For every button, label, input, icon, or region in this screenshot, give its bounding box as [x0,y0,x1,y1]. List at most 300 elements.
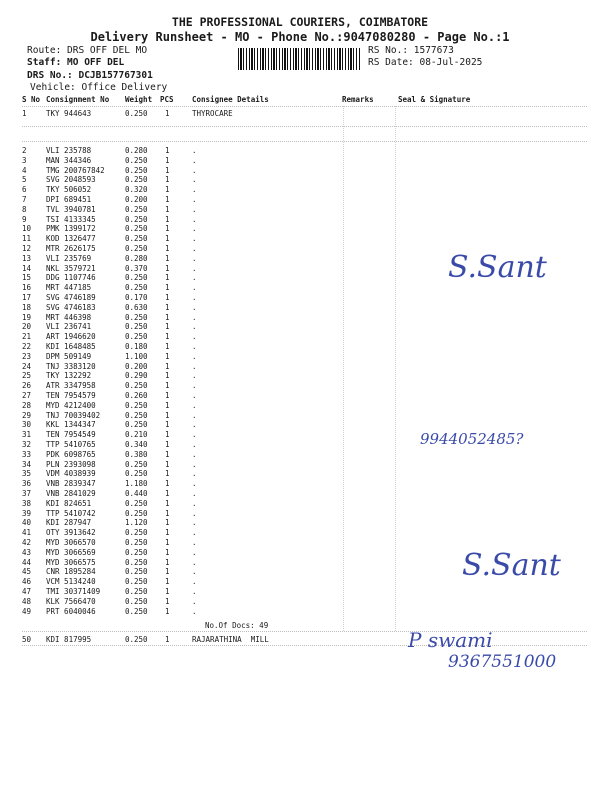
row-rule [22,141,587,142]
row-consignee: . [192,410,197,420]
row-consignment-no: ART 1946620 [46,332,96,342]
row-consignee: . [192,175,197,185]
row-weight: 0.250 [125,606,148,616]
row-consignment-no: TMG 200767842 [46,165,105,175]
row-sno: 9 [22,214,27,224]
row-pcs: 1 [165,322,170,332]
row-sno: 13 [22,253,32,263]
row-consignee: . [192,508,197,518]
row-weight: 0.250 [125,498,148,508]
row-weight: 0.250 [125,538,148,547]
route-label: Route: DRS OFF DEL MO [27,45,148,56]
row-consignment-no: DPI 689451 [46,195,92,204]
row-weight: 0.260 [125,391,148,400]
header-rule [22,106,587,107]
row-consignee: . [192,273,197,283]
table-row [0,587,600,597]
row-pcs: 1 [165,547,170,557]
row-pcs: 1 [165,489,170,498]
row-pcs: 1 [165,165,170,175]
row-consignment-no: MYD 3066569 [46,547,96,557]
col-header-consignee: Consignee Details [192,95,269,104]
row-consignment-no: KDI 1648485 [46,342,96,351]
row-consignment-no: VLI 235769 [46,253,92,263]
row-consignee: . [192,244,197,253]
row-sno: 41 [22,528,32,538]
row-consignment-no: VNB 2841029 [46,489,96,498]
row-consignment-no: TVL 3940781 [46,204,96,214]
row-consignment-no: TKY 506052 [46,185,92,195]
row-consignee: . [192,371,197,381]
row-consignee: . [192,185,197,195]
row-consignment-no: KLK 7566470 [46,596,96,606]
row-pcs: 1 [165,234,170,244]
row-consignee: . [192,322,197,332]
row-consignment-no: TKY 944643 [46,109,92,118]
row-sno: 39 [22,508,32,518]
row-consignee: . [192,567,197,577]
row-weight: 0.380 [125,449,148,459]
row-pcs: 1 [165,351,170,361]
row-weight: 0.250 [125,635,148,644]
row-sno: 28 [22,400,32,410]
row-weight: 0.210 [125,430,148,440]
rs-number: RS No.: 1577673 [368,45,454,56]
table-row [0,391,600,401]
table-row [0,195,600,205]
row-pcs: 1 [165,400,170,410]
row-sno: 36 [22,479,32,489]
row-consignee: . [192,214,197,224]
row-weight: 0.250 [125,234,148,244]
row-sno: 24 [22,361,32,371]
row-sno: 31 [22,430,32,440]
row-pcs: 1 [165,635,170,644]
runsheet-subtitle: Delivery Runsheet - MO - Phone No.:9047080280 - Page No.:1 [90,30,510,44]
row-consignment-no: MRT 447185 [46,283,92,293]
row-consignee: THYROCARE [192,109,233,118]
row-consignment-no: MYD 4212400 [46,400,96,410]
handwritten-receiver-phone: 9367551000 [448,652,557,672]
table-row [0,215,600,225]
row-consignment-no: SVG 2048593 [46,175,96,185]
row-pcs: 1 [165,302,170,312]
row-pcs: 1 [165,312,170,322]
row-weight: 0.250 [125,155,148,165]
row-consignee: . [192,253,197,263]
row-sno: 37 [22,489,32,498]
table-row [0,342,600,352]
docs-count: No.Of Docs: 49 [205,621,269,630]
row-weight: 0.250 [125,165,148,175]
row-pcs: 1 [165,342,170,351]
row-sno: 33 [22,449,32,459]
col-header-seal: Seal & Signature [398,95,471,104]
row-consignee: . [192,469,197,479]
row-consignment-no: VNB 2839347 [46,479,96,489]
row-sno: 21 [22,332,32,342]
row-consignment-no: VCM 5134240 [46,577,96,587]
row-weight: 0.250 [125,273,148,283]
row-sno: 10 [22,224,32,234]
row-consignee: RAJARATHINA MILL [192,635,269,644]
row-sno: 17 [22,293,32,302]
row-weight: 0.250 [125,587,148,596]
row-sno: 48 [22,596,32,606]
row-pcs: 1 [165,469,170,479]
row-sno: 27 [22,391,32,400]
row-consignment-no: TTP 5410742 [46,508,96,518]
row-consignment-no: TEN 7954579 [46,391,96,400]
row-consignment-no: KKL 1344347 [46,420,96,430]
row-weight: 0.180 [125,342,148,351]
row-sno: 5 [22,175,27,185]
row-sno: 1 [22,109,27,118]
row-weight: 0.250 [125,577,148,587]
row-pcs: 1 [165,430,170,440]
row-weight: 0.250 [125,283,148,293]
row-consignee: . [192,146,197,155]
row-sno: 30 [22,420,32,430]
row-pcs: 1 [165,606,170,616]
row-consignee: . [192,596,197,606]
row-consignee: . [192,234,197,244]
row-pcs: 1 [165,195,170,204]
row-weight: 0.250 [125,469,148,479]
row-pcs: 1 [165,528,170,538]
row-consignee: . [192,547,197,557]
row-pcs: 1 [165,596,170,606]
table-row [0,322,600,332]
row-weight: 1.180 [125,479,148,489]
row-consignment-no: MTR 2626175 [46,244,96,253]
drs-number: DRS No.: DCJB157767301 [27,70,153,81]
row-pcs: 1 [165,109,170,118]
row-pcs: 1 [165,293,170,302]
row-consignment-no: MYD 3066570 [46,538,96,547]
row-consignment-no: KOD 1326477 [46,234,96,244]
row-consignee: . [192,312,197,322]
row-weight: 0.630 [125,302,148,312]
row-consignee: . [192,332,197,342]
row-weight: 0.250 [125,508,148,518]
row-consignment-no: DPM 509149 [46,351,92,361]
table-row [0,109,600,119]
row-rule [22,126,587,127]
row-weight: 0.250 [125,109,148,118]
table-row [0,635,600,645]
row-consignee: . [192,587,197,596]
row-consignee: . [192,538,197,547]
row-sno: 42 [22,538,32,547]
row-consignment-no: KDI 287947 [46,518,92,528]
table-row [0,460,600,470]
row-pcs: 1 [165,283,170,293]
group-end-rule [22,631,587,632]
row-consignment-no: KDI 817995 [46,635,92,644]
table-row [0,362,600,372]
row-consignee: . [192,577,197,587]
last-row-rule [22,645,587,646]
table-row [0,224,600,234]
row-pcs: 1 [165,410,170,420]
row-pcs: 1 [165,371,170,381]
row-sno: 38 [22,498,32,508]
row-sno: 40 [22,518,32,528]
row-sno: 16 [22,283,32,293]
row-consignment-no: VDM 4038939 [46,469,96,479]
row-consignee: . [192,391,197,400]
row-sno: 46 [22,577,32,587]
row-weight: 0.290 [125,371,148,381]
row-pcs: 1 [165,253,170,263]
row-consignee: . [192,381,197,391]
row-sno: 32 [22,440,32,449]
staff-label: Staff: MO OFF DEL [27,57,125,68]
table-row [0,450,600,460]
row-weight: 0.250 [125,214,148,224]
row-sno: 18 [22,302,32,312]
row-sno: 7 [22,195,27,204]
row-pcs: 1 [165,224,170,234]
row-sno: 14 [22,263,32,273]
row-weight: 0.250 [125,420,148,430]
table-row [0,303,600,313]
row-consignee: . [192,430,197,440]
table-row [0,597,600,607]
row-consignee: . [192,489,197,498]
row-weight: 1.120 [125,518,148,528]
row-consignment-no: MYD 3066575 [46,557,96,567]
row-weight: 0.250 [125,244,148,253]
row-sno: 2 [22,146,27,155]
row-pcs: 1 [165,273,170,283]
row-pcs: 1 [165,518,170,528]
row-pcs: 1 [165,332,170,342]
row-pcs: 1 [165,204,170,214]
table-row [0,293,600,303]
row-pcs: 1 [165,146,170,155]
table-row [0,146,600,156]
row-consignment-no: TKY 132292 [46,371,92,381]
company-title: THE PROFESSIONAL COURIERS, COIMBATORE [171,15,429,29]
row-sno: 4 [22,165,27,175]
row-consignee: . [192,518,197,528]
row-weight: 0.250 [125,332,148,342]
row-consignment-no: OTY 3913642 [46,528,96,538]
row-consignment-no: TNJ 70039402 [46,410,101,420]
row-pcs: 1 [165,391,170,400]
col-header-remarks: Remarks [342,95,374,104]
row-pcs: 1 [165,508,170,518]
row-weight: 1.100 [125,351,148,361]
row-weight: 0.250 [125,224,148,234]
row-consignment-no: KDI 824651 [46,498,92,508]
row-weight: 0.250 [125,322,148,332]
col-header-consignment: Consignment No [46,95,110,104]
row-consignment-no: TEN 7954549 [46,430,96,440]
table-row [0,156,600,166]
row-consignment-no: MRT 446398 [46,312,92,322]
vehicle-label: Vehicle: Office Delivery [30,82,168,93]
row-sno: 34 [22,459,32,469]
row-consignee: . [192,479,197,489]
row-consignment-no: TTP 5410765 [46,440,96,449]
row-consignee: . [192,204,197,214]
row-consignment-no: PMK 1399172 [46,224,96,234]
table-row [0,469,600,479]
row-consignee: . [192,302,197,312]
table-row [0,371,600,381]
row-weight: 0.250 [125,596,148,606]
row-consignment-no: TNJ 3383120 [46,361,96,371]
row-pcs: 1 [165,449,170,459]
row-sno: 20 [22,322,32,332]
row-consignee: . [192,361,197,371]
row-sno: 8 [22,204,27,214]
row-sno: 49 [22,606,32,616]
row-sno: 3 [22,155,27,165]
row-consignment-no: VLI 235788 [46,146,92,155]
table-row [0,352,600,362]
row-weight: 0.250 [125,204,148,214]
table-row [0,411,600,421]
row-consignment-no: SVG 4746189 [46,293,96,302]
row-consignee: . [192,342,197,351]
row-weight: 0.250 [125,557,148,567]
row-sno: 25 [22,371,32,381]
row-consignee: . [192,557,197,567]
row-pcs: 1 [165,420,170,430]
row-weight: 0.280 [125,146,148,155]
row-consignment-no: TMI 30371409 [46,587,101,596]
row-consignment-no: NKL 3579721 [46,263,96,273]
row-consignee: . [192,263,197,273]
table-row [0,205,600,215]
table-row [0,175,600,185]
col-header-pcs: PCS [160,95,174,104]
row-weight: 0.170 [125,293,148,302]
row-pcs: 1 [165,577,170,587]
row-weight: 0.250 [125,547,148,557]
row-weight: 0.250 [125,381,148,391]
drs-barcode [238,48,360,70]
row-consignee: . [192,606,197,616]
row-consignee: . [192,165,197,175]
row-consignee: . [192,351,197,361]
row-weight: 0.440 [125,489,148,498]
handwritten-receiver-name: P swami [408,628,493,652]
row-pcs: 1 [165,175,170,185]
row-consignee: . [192,400,197,410]
row-pcs: 1 [165,538,170,547]
col-header-weight: Weight [125,95,153,104]
row-pcs: 1 [165,459,170,469]
row-sno: 6 [22,185,27,195]
table-row [0,499,600,509]
table-row [0,313,600,323]
row-weight: 0.200 [125,361,148,371]
row-consignee: . [192,449,197,459]
row-consignee: . [192,420,197,430]
row-consignment-no: CNR 1895284 [46,567,96,577]
row-weight: 0.250 [125,400,148,410]
table-row [0,332,600,342]
row-sno: 29 [22,410,32,420]
row-consignee: . [192,459,197,469]
row-sno: 15 [22,273,32,283]
row-weight: 0.250 [125,528,148,538]
row-weight: 0.340 [125,440,148,449]
row-sno: 35 [22,469,32,479]
row-pcs: 1 [165,498,170,508]
row-weight: 0.250 [125,410,148,420]
row-pcs: 1 [165,263,170,273]
row-sno: 12 [22,244,32,253]
row-pcs: 1 [165,440,170,449]
row-sno: 50 [22,635,32,644]
row-consignment-no: VLI 236741 [46,322,92,332]
row-sno: 44 [22,557,32,567]
row-sno: 26 [22,381,32,391]
row-consignee: . [192,440,197,449]
row-consignee: . [192,155,197,165]
row-sno: 45 [22,567,32,577]
row-pcs: 1 [165,587,170,596]
row-pcs: 1 [165,185,170,195]
table-row [0,489,600,499]
row-pcs: 1 [165,479,170,489]
table-row [0,538,600,548]
row-pcs: 1 [165,557,170,567]
row-pcs: 1 [165,155,170,165]
row-sno: 22 [22,342,32,351]
handwritten-signature: S.Sant [462,548,561,583]
row-consignment-no: PRT 6040046 [46,606,96,616]
row-pcs: 1 [165,214,170,224]
rs-date: RS Date: 08-Jul-2025 [368,57,483,68]
row-sno: 19 [22,312,32,322]
row-consignment-no: DDG 1107746 [46,273,96,283]
table-row [0,509,600,519]
row-consignee: . [192,224,197,234]
row-weight: 0.370 [125,263,148,273]
table-row [0,381,600,391]
row-consignment-no: SVG 4746183 [46,302,96,312]
row-weight: 0.250 [125,567,148,577]
row-sno: 11 [22,234,32,244]
table-row [0,185,600,195]
col-header-sno: S No [22,95,41,104]
row-sno: 43 [22,547,32,557]
table-row [0,234,600,244]
table-row [0,420,600,430]
row-sno: 47 [22,587,32,596]
row-pcs: 1 [165,567,170,577]
row-consignee: . [192,283,197,293]
row-consignee: . [192,195,197,204]
row-consignee: . [192,498,197,508]
row-consignment-no: TSI 4133345 [46,214,96,224]
table-row [0,607,600,617]
row-weight: 0.320 [125,185,148,195]
handwritten-phone-note: 9944052485? [420,430,524,448]
table-row [0,479,600,489]
row-consignment-no: PDK 6098765 [46,449,96,459]
row-consignee: . [192,293,197,302]
row-sno: 23 [22,351,32,361]
row-pcs: 1 [165,244,170,253]
